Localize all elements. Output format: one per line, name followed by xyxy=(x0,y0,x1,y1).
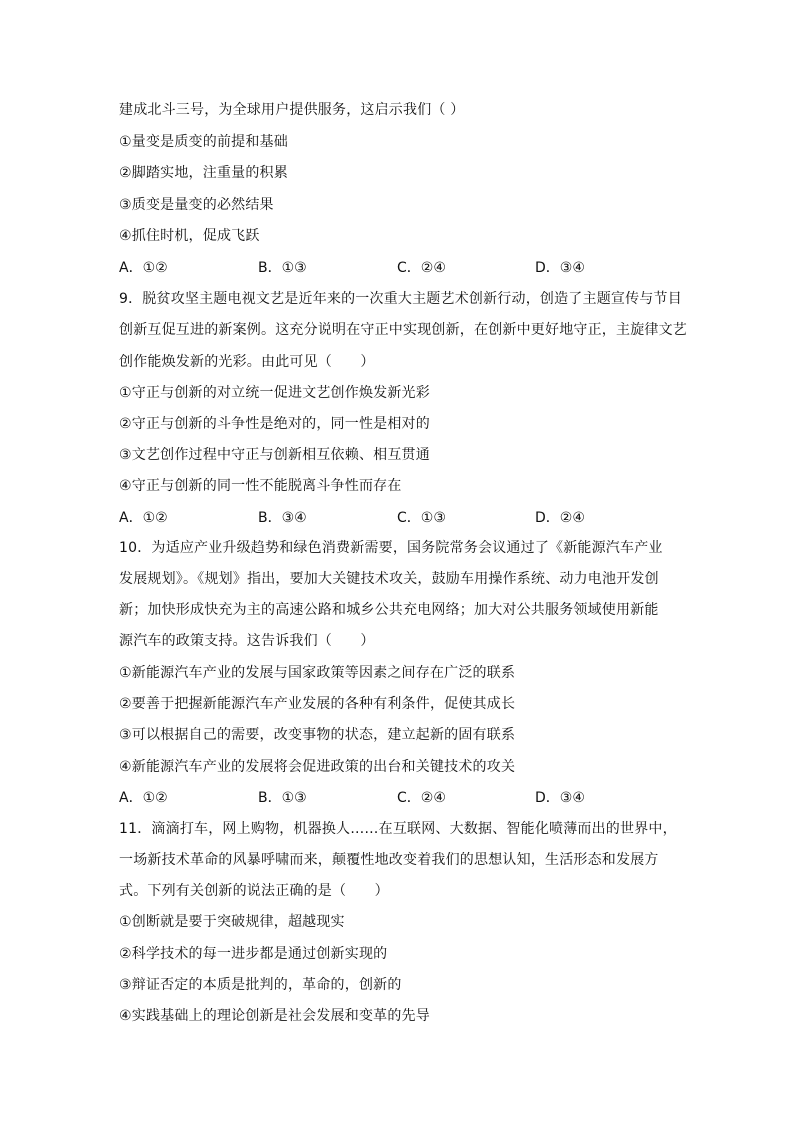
q9-item-2: ②守正与创新的斗争性是绝对的，同一性是相对的 xyxy=(119,416,430,432)
q10-item-4: ④新能源汽车产业的发展将会促进政策的出台和关键技术的攻关 xyxy=(119,759,516,775)
q9-item-4: ④守正与创新的同一性不能脱离斗争性而存在 xyxy=(119,478,402,494)
q10-item-1: ①新能源汽车产业的发展与国家政策等因素之间存在广泛的联系 xyxy=(119,665,516,681)
q10-stem-line-1: 10．为适应产业升级趋势和绿色消费新需要，国务院常务会议通过了《新能源汽车产业 xyxy=(119,540,663,556)
q10-option-c: C．②④ xyxy=(397,790,446,806)
q8-option-c: C．②④ xyxy=(397,260,446,276)
q9-item-3: ③文艺创作过程中守正与创新相互依赖、相互贯通 xyxy=(119,447,430,463)
q11-item-3: ③辩证否定的本质是批判的，革命的，创新的 xyxy=(119,977,402,993)
q8-stem-tail: 建成北斗三号，为全球用户提供服务，这启示我们（ ） xyxy=(119,102,465,118)
q11-stem-line-2: 一场新技术革命的风暴呼啸而来，颠覆性地改变着我们的思想认知，生活形态和发展方 xyxy=(119,852,659,868)
q9-option-d: D．②④ xyxy=(535,510,585,526)
q11-item-4: ④实践基础上的理论创新是社会发展和变革的先导 xyxy=(119,1008,430,1024)
q10-stem-line-3: 新；加快形成快充为主的高速公路和城乡公共充电网络；加大对公共服务领域使用新能 xyxy=(119,602,659,618)
q10-item-3: ③可以根据自己的需要，改变事物的状态，建立起新的固有联系 xyxy=(119,727,516,743)
q8-item-4: ④抓住时机，促成飞跃 xyxy=(119,228,260,244)
q8-option-a: A．①② xyxy=(119,260,168,276)
q8-item-3: ③质变是量变的必然结果 xyxy=(119,197,274,213)
q10-option-b: B．①③ xyxy=(258,790,307,806)
q11-item-2: ②科学技术的每一进步都是通过创新实现的 xyxy=(119,946,388,962)
q10-option-a: A．①② xyxy=(119,790,168,806)
q8-item-2: ②脚踏实地，注重量的积累 xyxy=(119,165,288,181)
q10-stem-line-2: 发展规划》。《规划》指出，要加大关键技术攻关，鼓励车用操作系统、动力电池开发创 xyxy=(119,571,659,587)
q9-item-1: ①守正与创新的对立统一促进文艺创作焕发新光彩 xyxy=(119,385,430,401)
q10-item-2: ②要善于把握新能源汽车产业发展的各种有利条件，促使其成长 xyxy=(119,696,516,712)
q9-stem-line-1: 9．脱贫攻坚主题电视文艺是近年来的一次重大主题艺术创新行动，创造了主题宣传与节目 xyxy=(119,291,682,307)
q11-stem-line-1: 11．滴滴打车，网上购物，机器换人……在互联网、大数据、智能化喷薄而出的世界中， xyxy=(119,821,677,837)
q8-option-d: D．③④ xyxy=(535,260,585,276)
q10-option-d: D．③④ xyxy=(535,790,585,806)
q9-option-c: C．①③ xyxy=(397,510,446,526)
q8-options xyxy=(119,259,639,277)
q8-item-1: ①量变是质变的前提和基础 xyxy=(119,134,288,150)
q9-option-b: B．③④ xyxy=(258,510,307,526)
q9-options xyxy=(119,509,639,527)
q9-stem-line-2: 创新互促互进的新案例。这充分说明在守正中实现创新，在创新中更好地守正，主旋律文艺 xyxy=(119,322,687,338)
q11-item-1: ①创断就是要于突破规律，超越现实 xyxy=(119,914,345,930)
q11-stem-line-3: 式。下列有关创新的说法正确的是（ ） xyxy=(119,883,389,899)
q10-options xyxy=(119,789,639,807)
q9-option-a: A．①② xyxy=(119,510,168,526)
q10-stem-line-4: 源汽车的政策支持。这告诉我们（ ） xyxy=(119,633,375,649)
q9-stem-line-3: 创作能焕发新的光彩。由此可见（ ） xyxy=(119,354,375,370)
q8-option-b: B．①③ xyxy=(258,260,307,276)
